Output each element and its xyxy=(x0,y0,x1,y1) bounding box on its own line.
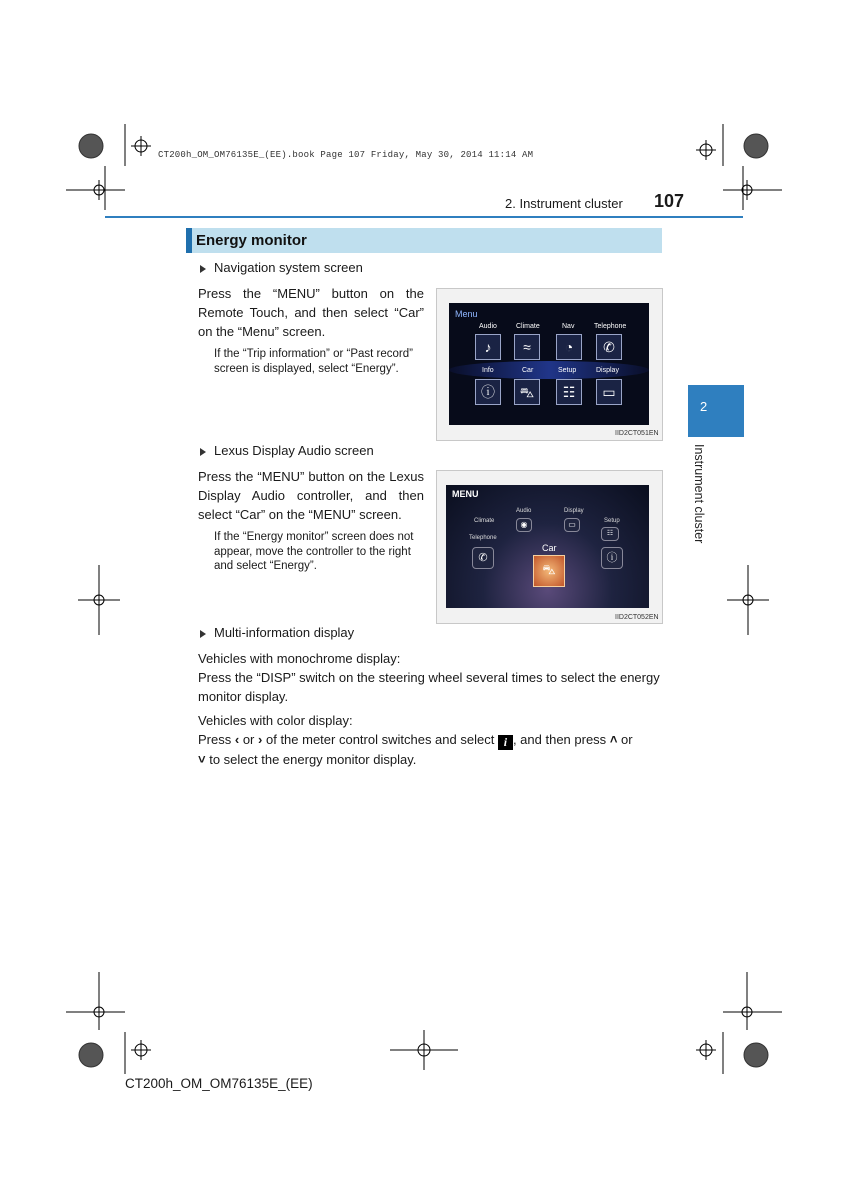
color-text-6: to select the energy monitor display. xyxy=(209,752,417,767)
nav-screen-swoosh xyxy=(449,361,649,379)
nav-label-setup: Setup xyxy=(558,367,577,374)
lda-label-telephone: Telephone xyxy=(469,535,497,541)
lda-label-setup: Setup xyxy=(604,518,620,524)
section-title: Energy monitor xyxy=(196,232,307,249)
lda-label-display: Display xyxy=(564,508,584,514)
nav-note: If the “Trip information” or “Past record” screen is displayed, select “Energy”. xyxy=(214,348,413,375)
nav-menu-title: Menu xyxy=(455,309,478,319)
color-text-1: Press xyxy=(198,732,232,747)
color-text-4: , and then press xyxy=(512,732,607,747)
mono-label: Vehicles with monochrome display: xyxy=(198,651,401,666)
nav-label-nav: Nav xyxy=(562,323,575,330)
page-number: 107 xyxy=(654,191,685,211)
display-icon: ▭ xyxy=(564,518,580,532)
climate-icon: ≈ xyxy=(514,334,540,360)
audio-icon: ◉ xyxy=(516,518,532,532)
info-i-icon: i xyxy=(498,735,513,750)
footer-doc-id: CT200h_OM_OM76135E_(EE) xyxy=(125,1076,313,1091)
chevron-left-icon: ‹ xyxy=(234,732,240,747)
bullet-triangle-icon xyxy=(200,630,206,638)
nav-screen xyxy=(449,303,649,425)
nav-label-climate: Climate xyxy=(516,323,540,330)
mid-bullet xyxy=(200,625,354,640)
nav-figure-caption: IID2CT051EN xyxy=(615,430,659,437)
color-text-3: of the meter control switches and select xyxy=(265,732,495,747)
chapter-tab-label: Instrument cluster xyxy=(692,444,706,544)
lda-label-climate: Climate xyxy=(474,518,495,524)
nav-label-info: Info xyxy=(482,367,494,374)
nav-label-display: Display xyxy=(596,367,619,374)
lda-bullet-text: Lexus Display Audio screen xyxy=(214,443,374,458)
bullet-triangle-icon xyxy=(200,265,206,273)
car-icon: ⛍ xyxy=(514,379,540,405)
header-rule xyxy=(105,216,743,218)
lda-instructions: Press the “MENU” button on the Lexus Display Audio controller, and then select “Car” on the “MENU” screen. xyxy=(198,469,424,522)
nav-label-audio: Audio xyxy=(479,323,497,330)
chevron-up-icon: ˄ xyxy=(609,732,618,747)
color-text-2: or xyxy=(242,732,255,747)
chapter-side-tab xyxy=(688,385,744,437)
nav-bullet-text: Navigation system screen xyxy=(214,260,363,275)
mono-instructions: Press the “DISP” switch on the steering wheel several times to select the energy monitor display. xyxy=(198,670,660,704)
mid-bullet-text: Multi-information display xyxy=(214,625,355,640)
chevron-right-icon: › xyxy=(258,732,263,747)
lda-label-car: Car xyxy=(542,543,557,553)
chevron-down-icon: ˅ xyxy=(198,752,206,767)
chapter-title: 2. Instrument cluster xyxy=(505,196,623,211)
lda-note: If the “Energy monitor” screen does not appear, move the controller to the right and select “Energy”. xyxy=(214,531,414,572)
lda-bullet xyxy=(200,443,374,458)
print-info-line: CT200h_OM_OM76135E_(EE).book Page 107 Friday, May 30, 2014 11:14 AM xyxy=(158,150,534,160)
music-note-icon: ♪ xyxy=(475,334,501,360)
info-icon: ⓘ xyxy=(601,547,623,569)
lda-label-audio: Audio xyxy=(516,508,532,514)
chapter-tab-number: 2 xyxy=(700,399,708,414)
compass-icon: ◔ xyxy=(556,334,582,360)
nav-label-telephone: Telephone xyxy=(594,323,627,330)
setup-icon: ☷ xyxy=(556,379,582,405)
setup-icon: ☷ xyxy=(601,527,619,541)
info-icon: ⓘ xyxy=(475,379,501,405)
telephone-icon: ✆ xyxy=(596,334,622,360)
telephone-icon: ✆ xyxy=(472,547,494,569)
nav-label-car: Car xyxy=(522,367,534,374)
bullet-triangle-icon xyxy=(200,448,206,456)
display-icon: ▭ xyxy=(596,379,622,405)
nav-bullet xyxy=(200,260,363,275)
color-instructions xyxy=(198,730,660,769)
lda-menu-title: MENU xyxy=(452,489,479,499)
nav-instructions: Press the “MENU” button on the Remote Touch, and then select “Car” on the “Menu” screen. xyxy=(198,286,424,339)
lda-figure-caption: IID2CT052EN xyxy=(615,614,659,621)
color-label: Vehicles with color display: xyxy=(198,713,353,728)
color-text-5: or xyxy=(621,732,633,747)
lda-screen xyxy=(446,485,649,608)
car-energy-icon: ⛍ xyxy=(533,555,565,587)
